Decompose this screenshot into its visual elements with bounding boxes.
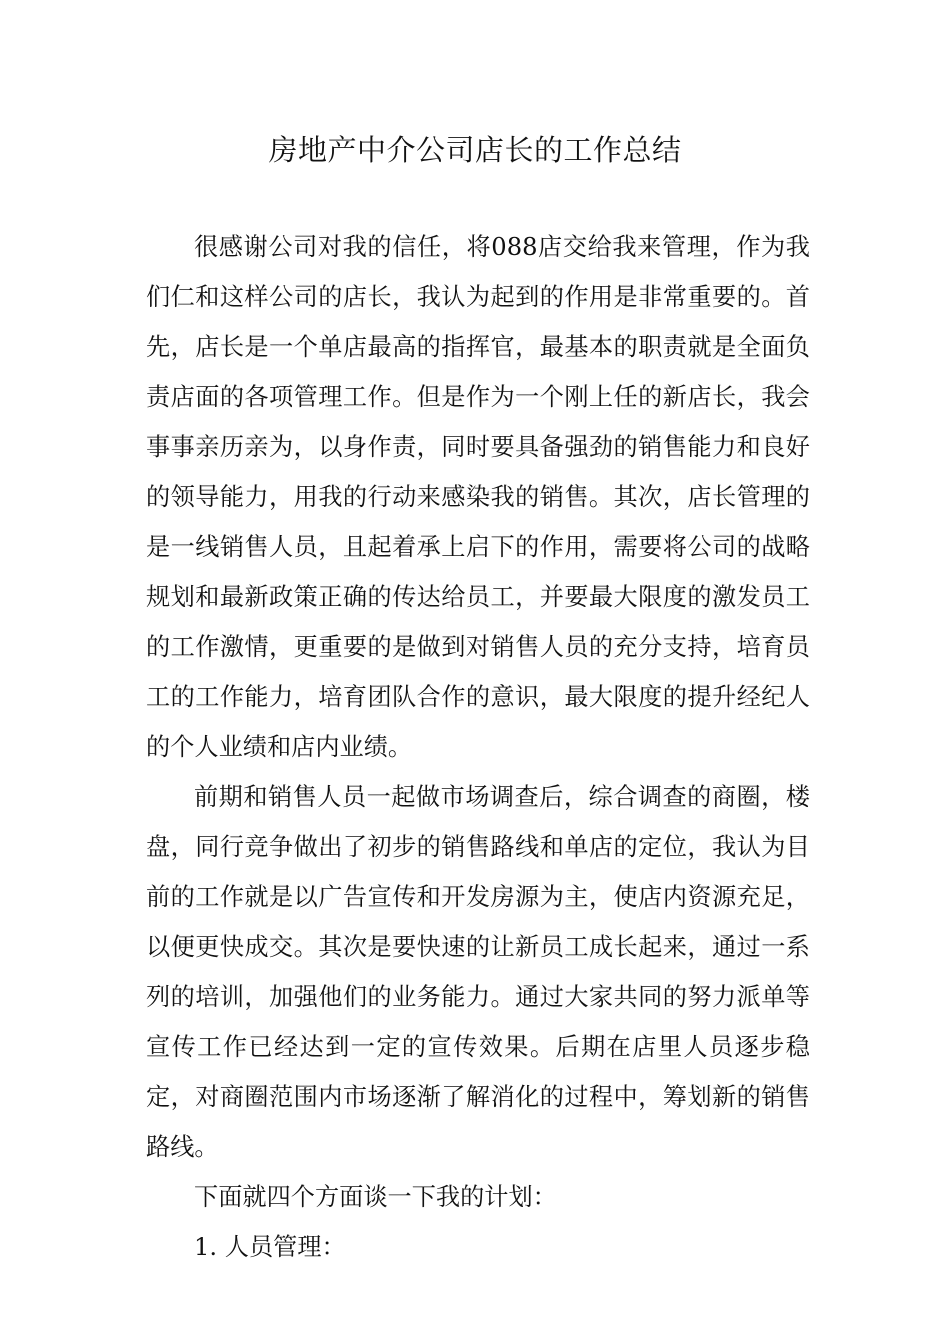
paragraph-intro: 很感谢公司对我的信任，将088店交给我来管理，作为我们仁和这样公司的店长，我认为起到的作用是非常重要的。首先，店长是一个单店最高的指挥官，最基本的职责就是全面负责店面的各项管理工作。但是作为一个刚上任的新店长，我会事事亲历亲为，以身作责，同时要具备强劲的销售能力和良好的领导能力，用我的行动来感染我的销售。其次，店长管理的是一线销售人员，且起着承上启下的作用，需要将公司的战略规划和最新政策正确的传达给员工，并要最大限度的激发员工的工作激情，更重要的是做到对销售人员的充分支持，培育员工的工作能力，培育团队合作的意识，最大限度的提升经纪人的个人业绩和店内业绩。 — [146, 233, 810, 761]
paragraph-market-research: 前期和销售人员一起做市场调查后，综合调查的商圈，楼盘，同行竞争做出了初步的销售路线和单店的定位，我认为目前的工作就是以广告宣传和开发房源为主，使店内资源充足，以便更快成交。其次是要快速的让新员工成长起来，通过一系列的培训，加强他们的业务能力。通过大家共同的努力派单等宣传工作已经达到一定的宣传效果。后期在店里人员逐步稳定，对商圈范围内市场逐渐了解消化的过程中，筹划新的销售路线。 — [146, 783, 810, 1161]
paragraph-plan-intro: 下面就四个方面谈一下我的计划： — [194, 1183, 557, 1211]
list-item-personnel-management: 1. 人员管理： — [194, 1233, 346, 1261]
document-title: 房地产中介公司店长的工作总结 — [268, 133, 682, 167]
document-body — [146, 222, 810, 1272]
